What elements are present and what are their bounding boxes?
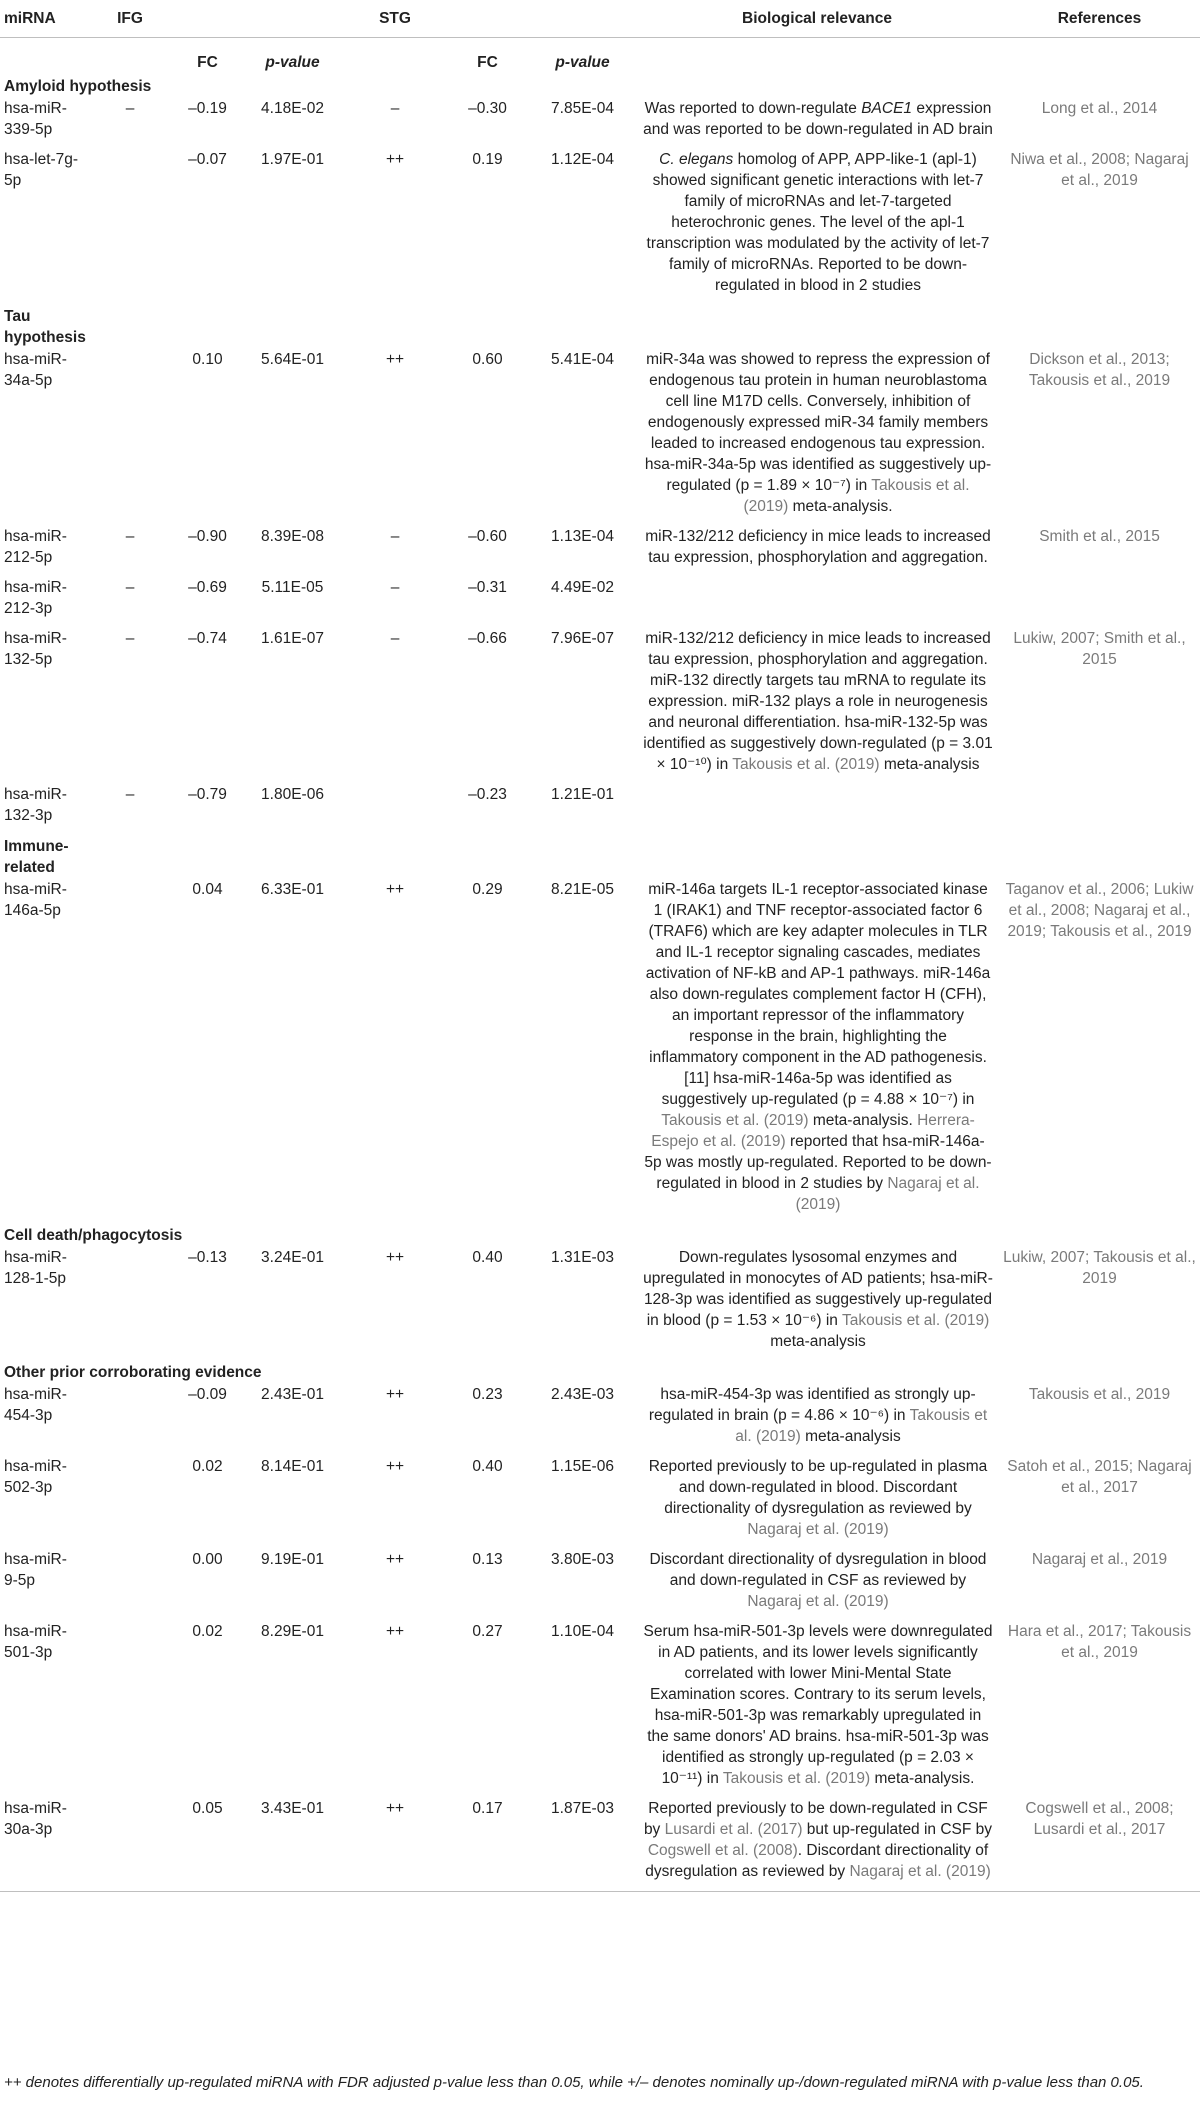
mirna-name: hsa-miR-132-3p [4, 786, 67, 824]
section-row [0, 1361, 1200, 1384]
subheader-row [0, 38, 1200, 76]
mirna-name: hsa-miR-212-5p [4, 528, 67, 566]
ifg-fc: 0.02 [192, 1623, 223, 1640]
stg-pvalue: 5.41E-04 [551, 351, 614, 368]
biological-relevance [635, 577, 999, 628]
ifg-fc: 0.05 [175, 1798, 240, 1892]
citation-link: Nagaraj et al. (2019) [747, 1521, 889, 1538]
stg-fc: 0.13 [472, 1551, 503, 1568]
sub-stg-fc: FC [477, 54, 498, 71]
citation-link: Takousis et al. (2019) [722, 1770, 871, 1787]
mirna-name: hsa-miR-128-1-5p [4, 1249, 67, 1287]
stg-pvalue: 1.31E-03 [551, 1249, 614, 1266]
stg-pvalue: 1.21E-01 [551, 786, 614, 803]
col-mirna: miRNA [0, 8, 85, 38]
col-stg: STG [345, 8, 445, 38]
stg-fc: 0.17 [445, 1798, 530, 1892]
stg-pvalue: 2.43E-03 [551, 1386, 614, 1403]
stg-pvalue: 8.21E-05 [551, 881, 614, 898]
bio-text: reported that hsa-miR-146a-5p was mostly up-regulated. Reported to be down-regulated in blood in 2 studies by [644, 1133, 992, 1192]
ifg-pvalue: 5.11E-05 [261, 579, 324, 596]
stg-fc: 0.23 [472, 1386, 503, 1403]
bio-text: Down-regulates lysosomal enzymes and upregulated in monocytes of AD patients; hsa-miR-128-3p was identified as suggestively up-regulated in blood (p = 1.53 × 10⁻⁶) in [643, 1249, 993, 1329]
stg-fc: –0.23 [468, 786, 507, 803]
ifg-direction [85, 1384, 175, 1456]
biological-relevance [635, 1247, 999, 1361]
references: Nagaraj et al., 2019 [1031, 1551, 1168, 1568]
ifg-direction [85, 1549, 175, 1621]
table-row [0, 1621, 1200, 1798]
table-row [0, 526, 1200, 577]
ifg-direction: – [125, 579, 135, 596]
mirna-name: hsa-miR-502-3p [4, 1458, 67, 1496]
col-ifg: IFG [85, 8, 175, 38]
references [999, 577, 1200, 628]
table-row [0, 1456, 1200, 1549]
references [999, 784, 1200, 835]
ifg-pvalue: 8.39E-08 [261, 528, 324, 545]
stg-pvalue: 1.10E-04 [551, 1623, 614, 1640]
ifg-pvalue: 8.29E-01 [261, 1623, 324, 1640]
stg-pvalue: 7.96E-07 [551, 630, 614, 647]
ifg-pvalue: 8.14E-01 [261, 1458, 324, 1475]
section-row [0, 75, 1200, 98]
sub-stg-p: p-value [555, 54, 610, 71]
stg-fc: 0.29 [472, 881, 503, 898]
references: Takousis et al., 2019 [1028, 1386, 1171, 1403]
ifg-fc: –0.09 [188, 1386, 227, 1403]
mirna-name: hsa-miR-146a-5p [4, 881, 67, 919]
ifg-direction [85, 349, 175, 526]
section-label: Immune-related [4, 838, 69, 876]
citation-link: Takousis et al. (2019) [735, 1407, 988, 1445]
stg-fc: –0.60 [468, 528, 507, 545]
stg-direction: – [390, 528, 400, 545]
ifg-pvalue: 5.64E-01 [261, 351, 324, 368]
bio-text: meta-analysis [770, 1333, 866, 1350]
stg-direction: ++ [385, 1458, 405, 1475]
ifg-fc: 0.00 [192, 1551, 223, 1568]
citation-link: Lusardi et al. (2017) [664, 1821, 803, 1838]
biological-relevance [635, 1384, 999, 1456]
ifg-direction: – [125, 630, 135, 647]
mirna-name: hsa-miR-339-5p [4, 100, 67, 138]
biological-relevance [635, 1621, 999, 1798]
citation-link: Takousis et al. (2019) [743, 477, 970, 515]
table-row [0, 628, 1200, 784]
gene-name: BACE1 [861, 100, 913, 117]
references: Cogswell et al., 2008; Lusardi et al., 2017 [999, 1798, 1200, 1892]
bio-text: homolog of APP, APP-like-1 (apl-1) showed significant genetic interactions with let-7 family of microRNAs and let-7-targeted heterochronic genes. The level of the apl-1 transcription was modulated by the activity of let-7 family of microRNAs. Reported to be down-regulated in blood in 2 studies [646, 151, 990, 294]
citation-link: Takousis et al. (2019) [732, 756, 880, 773]
stg-fc: 0.40 [472, 1458, 503, 1475]
stg-fc: 0.27 [472, 1623, 503, 1640]
ifg-pvalue: 1.80E-06 [261, 786, 324, 803]
stg-direction: ++ [385, 1623, 405, 1640]
ifg-direction [85, 879, 175, 1224]
bio-text: Serum hsa-miR-501-3p levels were downregulated in AD patients, and its lower levels significantly correlated with lower Mini-Mental State Examination scores. Contrary to its serum levels, hsa-miR-501-3p was remarkably upregulated in the same donors' AD brains. hsa-miR-501-3p was identified as strongly up-regulated (p = 2.03 × 10⁻¹¹) in [643, 1623, 993, 1787]
ifg-pvalue: 2.43E-01 [261, 1386, 324, 1403]
stg-direction: ++ [385, 1386, 405, 1403]
biological-relevance [635, 879, 999, 1224]
bio-text: meta-analysis. [788, 498, 893, 515]
ifg-direction: – [125, 528, 135, 545]
table-row [0, 1549, 1200, 1621]
ifg-fc: –0.19 [188, 100, 227, 117]
references: Dickson et al., 2013; Takousis et al., 2019 [1028, 351, 1171, 389]
stg-direction: ++ [385, 881, 405, 898]
references: Niwa et al., 2008; Nagaraj et al., 2019 [1010, 151, 1189, 189]
mirna-name: hsa-miR-9-5p [4, 1551, 67, 1589]
stg-pvalue: 1.13E-04 [551, 528, 614, 545]
mirna-table [0, 8, 1200, 1892]
col-refs: References [999, 8, 1200, 38]
citation-link: Nagaraj et al. (2019) [849, 1863, 991, 1880]
stg-fc: –0.31 [468, 579, 507, 596]
table-row [0, 879, 1200, 1224]
section-row [0, 1224, 1200, 1247]
biological-relevance [635, 1456, 999, 1549]
bio-text: meta-analysis [879, 756, 980, 773]
mirna-name: hsa-miR-454-3p [4, 1386, 67, 1424]
stg-pvalue: 1.12E-04 [551, 151, 614, 168]
stg-pvalue: 1.15E-06 [551, 1458, 614, 1475]
ifg-pvalue: 9.19E-01 [261, 1551, 324, 1568]
table-row [0, 149, 1200, 305]
section-label: Other prior corroborating evidence [4, 1364, 262, 1381]
stg-pvalue: 7.85E-04 [551, 100, 614, 117]
ifg-pvalue: 6.33E-01 [261, 881, 324, 898]
biological-relevance [635, 349, 999, 526]
bio-text: miR-34a was showed to repress the expression of endogenous tau protein in human neuroblastoma cell line M17D cells. Conversely, inhibition of endogenously expressed miR-34 family members leaded to increased endogenous tau expression. hsa-miR-34a-5p was identified as suggestively up-regulated (p = 1.89 × 10⁻⁷) in [644, 351, 992, 494]
citation-link: Takousis et al. (2019) [661, 1112, 809, 1129]
stg-pvalue: 4.49E-02 [551, 579, 614, 596]
ifg-direction [85, 1247, 175, 1361]
bio-text: Discordant directionality of dysregulation in blood and down-regulated in CSF as reviewed by [649, 1551, 987, 1589]
section-row [0, 305, 1200, 349]
stg-direction: ++ [385, 151, 405, 168]
stg-pvalue: 3.80E-03 [551, 1551, 614, 1568]
ifg-fc: –0.13 [188, 1249, 227, 1266]
bio-text: meta-analysis [800, 1428, 901, 1445]
ifg-fc: –0.74 [188, 630, 227, 647]
ifg-direction: – [125, 100, 135, 117]
ifg-pvalue: 1.97E-01 [261, 151, 324, 168]
bio-text: meta-analysis. [870, 1770, 975, 1787]
ifg-fc: 0.10 [192, 351, 223, 368]
bio-text: . Discordant directionality of dysregulation as reviewed by [645, 1842, 989, 1880]
section-label: Tau hypothesis [4, 308, 86, 346]
citation-link: Nagaraj et al. (2019) [795, 1175, 980, 1213]
bio-text: miR-132/212 deficiency in mice leads to increased tau expression, phosphorylation and aggregation. [645, 528, 991, 566]
stg-direction: ++ [385, 1249, 405, 1266]
table-row [0, 577, 1200, 628]
bio-text: Reported previously to be down-regulated in CSF by [643, 1800, 988, 1838]
ifg-direction: – [125, 786, 135, 803]
table-row [0, 98, 1200, 149]
mirna-name: hsa-let-7g-5p [4, 151, 79, 189]
biological-relevance [635, 628, 999, 784]
table-row [0, 1247, 1200, 1361]
citation-link: Herrera-Espejo et al. (2019) [651, 1112, 975, 1150]
ifg-fc: 0.02 [192, 1458, 223, 1475]
biological-relevance [635, 1549, 999, 1621]
citation-link: Nagaraj et al. (2019) [747, 1593, 889, 1610]
table-row [0, 349, 1200, 526]
stg-fc: 0.19 [472, 151, 503, 168]
ifg-direction [85, 149, 175, 305]
stg-pvalue: 1.87E-03 [530, 1798, 635, 1892]
references: Lukiw, 2007; Smith et al., 2015 [1013, 630, 1186, 668]
references: Satoh et al., 2015; Nagaraj et al., 2017 [1007, 1458, 1192, 1496]
stg-direction [345, 784, 445, 835]
section-row [0, 835, 1200, 879]
ifg-pvalue: 1.61E-07 [261, 630, 324, 647]
bio-text: miR-146a targets IL-1 receptor-associated kinase 1 (IRAK1) and TNF receptor-associated factor 6 (TRAF6) which are key adapter molecules in TLR and IL-1 receptor signaling cascades, mediates activation of NF-kB and AP-1 pathways. miR-146a also down-regulates complement factor H (CFH), an important repressor of the inflammatory response in the brain, highlighting the inflammatory component in the AD pathogenesis. [11] hsa-miR-146a-5p was identified as suggestively up-regulated (p = 4.88 × 10⁻⁷) in [645, 881, 991, 1108]
ifg-pvalue: 3.43E-01 [240, 1798, 345, 1892]
table-row [0, 784, 1200, 835]
bio-text: hsa-miR-454-3p was identified as strongly up-regulated in brain (p = 4.86 × 10⁻⁶) in [648, 1386, 976, 1424]
references: Long et al., 2014 [1041, 100, 1158, 117]
table-footnote: ++ denotes differentially up-regulated miRNA with FDR adjusted p-value less than 0.05, while +/– denotes nominally up-/down-regulated miRNA with p-value less than 0.05. [4, 2074, 1144, 2091]
header-row [0, 8, 1200, 38]
stg-direction: – [390, 579, 400, 596]
stg-fc: –0.66 [468, 630, 507, 647]
ifg-pvalue: 3.24E-01 [261, 1249, 324, 1266]
stg-direction: – [390, 100, 400, 117]
sub-ifg-p: p-value [265, 54, 320, 71]
stg-direction: ++ [345, 1798, 445, 1892]
biological-relevance [635, 149, 999, 305]
citation-link: Takousis et al. (2019) [841, 1312, 990, 1329]
stg-direction: – [390, 630, 400, 647]
bio-text: expression and was reported to be down-regulated in AD brain [643, 100, 993, 138]
ifg-direction [85, 1798, 175, 1892]
section-label: Amyloid hypothesis [4, 78, 152, 95]
mirna-name: hsa-miR-212-3p [4, 579, 67, 617]
table-row [0, 1384, 1200, 1456]
ifg-fc: –0.90 [188, 528, 227, 545]
references: Smith et al., 2015 [1039, 528, 1160, 545]
ifg-fc: –0.69 [188, 579, 227, 596]
ifg-direction [85, 1456, 175, 1549]
biological-relevance [635, 526, 999, 577]
mirna-name: hsa-miR-34a-5p [4, 351, 67, 389]
mirna-name: hsa-miR-30a-3p [0, 1798, 85, 1892]
table-row [0, 1798, 1200, 1892]
biological-relevance [635, 98, 999, 149]
sub-ifg-fc: FC [197, 54, 218, 71]
stg-direction: ++ [385, 351, 405, 368]
col-bio: Biological relevance [635, 8, 999, 38]
references: Hara et al., 2017; Takousis et al., 2019 [1007, 1623, 1192, 1661]
ifg-fc: –0.07 [188, 151, 227, 168]
mirna-name: hsa-miR-132-5p [4, 630, 67, 668]
ifg-fc: 0.04 [192, 881, 223, 898]
references: Taganov et al., 2006; Lukiw et al., 2008; Nagaraj et al., 2019; Takousis et al., 2019 [1005, 881, 1194, 940]
ifg-fc: –0.79 [188, 786, 227, 803]
references: Lukiw, 2007; Takousis et al., 2019 [1003, 1249, 1196, 1287]
stg-fc: 0.60 [472, 351, 503, 368]
citation-link: Cogswell et al. (2008) [647, 1842, 798, 1859]
stg-fc: 0.40 [472, 1249, 503, 1266]
bio-text: meta-analysis. [808, 1112, 918, 1129]
mirna-name: hsa-miR-501-3p [4, 1623, 67, 1661]
section-label: Cell death/phagocytosis [4, 1227, 183, 1244]
ifg-pvalue: 4.18E-02 [261, 100, 324, 117]
bio-text: but up-regulated in CSF by [802, 1821, 993, 1838]
biological-relevance [635, 1798, 999, 1892]
biological-relevance [635, 784, 999, 835]
ifg-direction [85, 1621, 175, 1798]
bio-text: Was reported to down-regulate [644, 100, 862, 117]
bio-text: miR-132/212 deficiency in mice leads to increased tau expression, phosphorylation and aggregation. miR-132 directly targets tau mRNA to regulate its expression. miR-132 plays a role in neurogenesis and neuronal differentiation. hsa-miR-132-5p was identified as suggestively down-regulated (p = 3.01 × 10⁻¹⁰) in [643, 630, 993, 773]
stg-fc: –0.30 [468, 100, 507, 117]
bio-text: Reported previously to be up-regulated in plasma and down-regulated in blood. Discordant directionality of dysregulation as reviewed by [648, 1458, 988, 1517]
species-name: C. elegans [659, 151, 734, 168]
stg-direction: ++ [385, 1551, 405, 1568]
